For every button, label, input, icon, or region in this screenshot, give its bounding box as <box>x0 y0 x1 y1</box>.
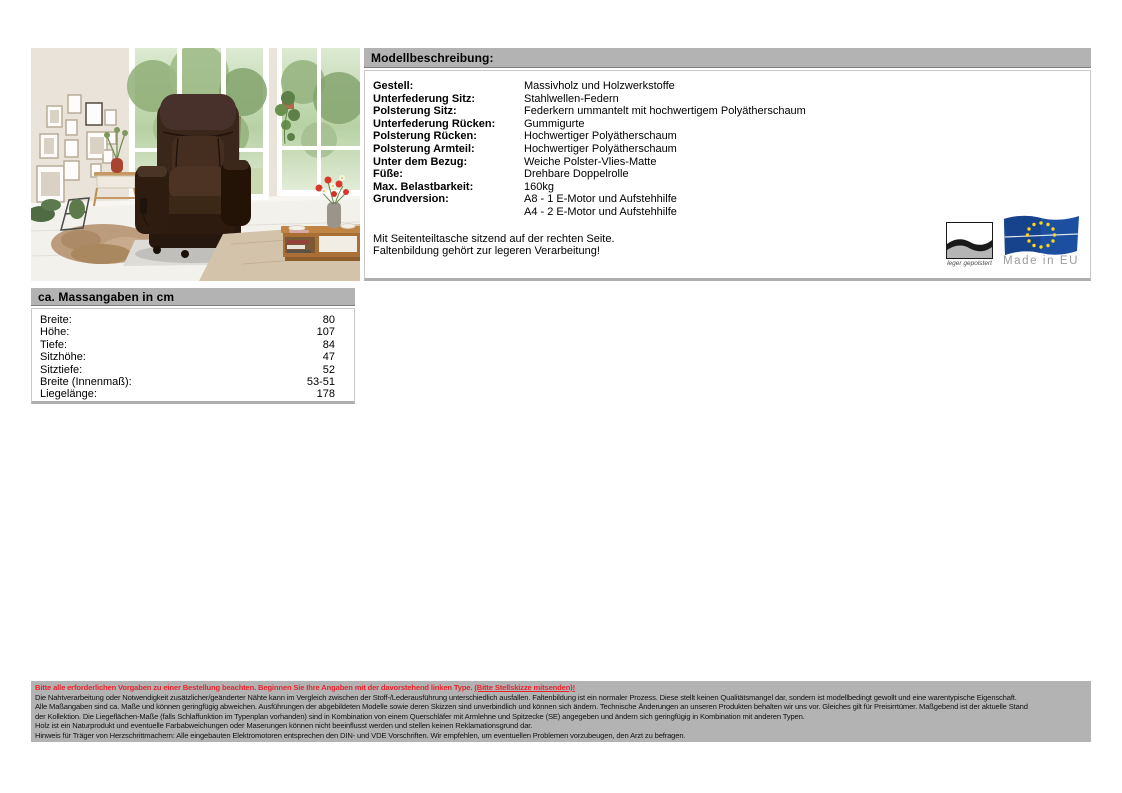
badge-group <box>946 214 1080 267</box>
measurement-row <box>32 314 354 326</box>
disclaimer-line: Die Nahtverarbeitung oder Notwendigkeit zusätzlicher/geänderter Nähte kann im Vergleich zwischen der Stoff-/Lederausführung unterschiedlich ausfallen. Faltenbildung ist ein normaler Prozess. Diese stellt keinen Qualitätsmangel dar, sondern ist modellbedingt gewollt und eine warentypische Eigenschaft. <box>35 692 1017 702</box>
spec-value: Hochwertiger Polyätherschaum <box>524 130 677 143</box>
measurements-title: ca. Massangaben in cm <box>38 290 175 304</box>
measurement-label: Sitztiefe: <box>40 363 83 376</box>
disclaimer-line: Holz ist ein Naturprodukt und eventuelle Farbabweichungen oder Maserungen können nicht beeinflusst werden und stellen keinen Reklamationsgrund dar. <box>35 721 533 731</box>
spec-value: Massivholz und Holzwerkstoffe <box>524 80 675 92</box>
eu-flag-icon <box>1002 214 1080 256</box>
spec-row <box>373 118 806 131</box>
spec-value: Stahlwellen-Federn <box>524 92 619 105</box>
spec-label <box>373 206 524 219</box>
measurements-body <box>31 308 355 404</box>
measurement-row <box>32 388 354 400</box>
note-line: Faltenbildung gehört zur legeren Verarbeitung! <box>373 245 600 258</box>
measurement-label: Breite (Innenmaß): <box>40 376 132 389</box>
wavy-upholstery-icon <box>946 222 993 259</box>
note-line: Mit Seitenteiltasche sitzend auf der rechten Seite. <box>373 232 615 245</box>
measurement-row <box>32 376 354 388</box>
spec-row <box>373 143 806 156</box>
spec-label: Unterfederung Sitz: <box>373 92 476 105</box>
disclaimer-line: der Kollektion. Die Liegeflächen-Maße (falls Schlaffunktion im Typenplan vorhanden) sind in Kombination von einem Querschläfer mit Armlehne und Spitzecke (SE) angegeben und ändern sich geringfügig in Kombination mit anderen Typen. <box>35 711 805 721</box>
measurement-value: 107 <box>316 326 335 339</box>
model-description-body <box>364 70 1091 281</box>
disclaimer-line: Alle Maßangaben sind ca. Maße und können geringfügig abweichen. Ausführungen der abgebildeten Modelle sowie deren Skizzen sind unverbindlich und können sich ändern. Technische Änderungen an unseren Produkten behalten wir uns vor. Gleiches gilt für Preisirrtümer. Maßgebend ist der aktuelle Stand <box>35 702 1028 712</box>
spec-value: 160kg <box>524 180 554 193</box>
spec-value: Hochwertiger Polyätherschaum <box>524 142 677 155</box>
spec-label: Füße: <box>373 168 403 181</box>
measurements-header <box>31 288 355 306</box>
measurement-label: Breite: <box>40 314 72 326</box>
spec-value: Federkern ummantelt mit hochwertigem Polyätherschaum <box>524 105 806 118</box>
measurement-value: 84 <box>322 338 335 351</box>
measurement-value: 52 <box>322 363 335 376</box>
disclaimer-intro: Bitte alle erforderlichen Vorgaben zu einer Bestellung beachten. Beginnen Sie Ihre Angaben mit der davorstehend linken Type. <box>35 683 475 692</box>
spec-row <box>373 193 806 206</box>
spec-label: Unter dem Bezug: <box>373 155 468 168</box>
measurement-value: 80 <box>322 314 335 326</box>
measurement-label: Sitzhöhe: <box>40 351 86 364</box>
spec-value: A4 - 2 E-Motor und Aufstehhilfe <box>524 205 677 218</box>
measurement-label: Tiefe: <box>40 338 68 351</box>
measurement-row <box>32 339 354 351</box>
disclaimer-line: Hinweis für Träger von Herzschrittmachern: Alle eingebauten Elektromotoren entsprechen den DIN- und VDE Vorschriften. Wir empfehlen, um eventuellen Problemen vorzubeugen, den Arzt zu befragen. <box>35 730 686 740</box>
made-in-eu-badge <box>1002 214 1080 267</box>
measurement-row <box>32 326 354 338</box>
spec-label: Polsterung Rücken: <box>373 130 477 143</box>
measurement-row <box>32 364 354 376</box>
spec-row <box>373 156 806 169</box>
upholstery-badge <box>946 222 993 267</box>
spec-value: A8 - 1 E-Motor und Aufstehhilfe <box>524 193 677 206</box>
spec-row <box>373 181 806 194</box>
spec-value: Weiche Polster-Vlies-Matte <box>524 155 657 168</box>
measurement-row <box>32 351 354 363</box>
model-description-section <box>364 48 1091 281</box>
spec-label: Polsterung Armteil: <box>373 142 475 155</box>
measurements-section <box>31 288 355 404</box>
spec-label: Unterfederung Rücken: <box>373 117 496 130</box>
spec-row <box>373 93 806 106</box>
model-description-title: Modellbeschreibung: <box>371 51 494 65</box>
spec-row <box>373 105 806 118</box>
disclaimer-block <box>31 681 1091 742</box>
spec-label: Gestell: <box>373 80 414 92</box>
spec-value: Drehbare Doppelrolle <box>524 168 629 181</box>
model-description-header <box>364 48 1091 68</box>
upholstery-badge-label: leger gepolstert <box>947 260 992 267</box>
made-in-eu-label: Made in EU <box>1002 255 1080 267</box>
disclaimer-intro-underlined: (Bitte Stellskizze mitsenden)! <box>474 683 575 692</box>
measurement-value: 53-51 <box>306 376 335 389</box>
spec-row <box>373 130 806 143</box>
living-room-recliner-illustration <box>31 48 360 281</box>
spec-row <box>373 168 806 181</box>
spec-row <box>373 80 806 93</box>
spec-row <box>373 206 806 219</box>
product-photo <box>31 48 360 281</box>
disclaimer-intro-line <box>35 683 1087 693</box>
spec-label: Polsterung Sitz: <box>373 105 457 118</box>
spec-table <box>373 80 806 219</box>
measurement-label: Höhe: <box>40 326 70 339</box>
spec-value: Gummigurte <box>524 117 585 130</box>
spec-label: Grundversion: <box>373 193 449 206</box>
measurement-value: 178 <box>316 388 335 401</box>
spec-label: Max. Belastbarkeit: <box>373 180 474 193</box>
measurement-label: Liegelänge: <box>40 388 97 401</box>
measurement-value: 47 <box>322 351 335 364</box>
